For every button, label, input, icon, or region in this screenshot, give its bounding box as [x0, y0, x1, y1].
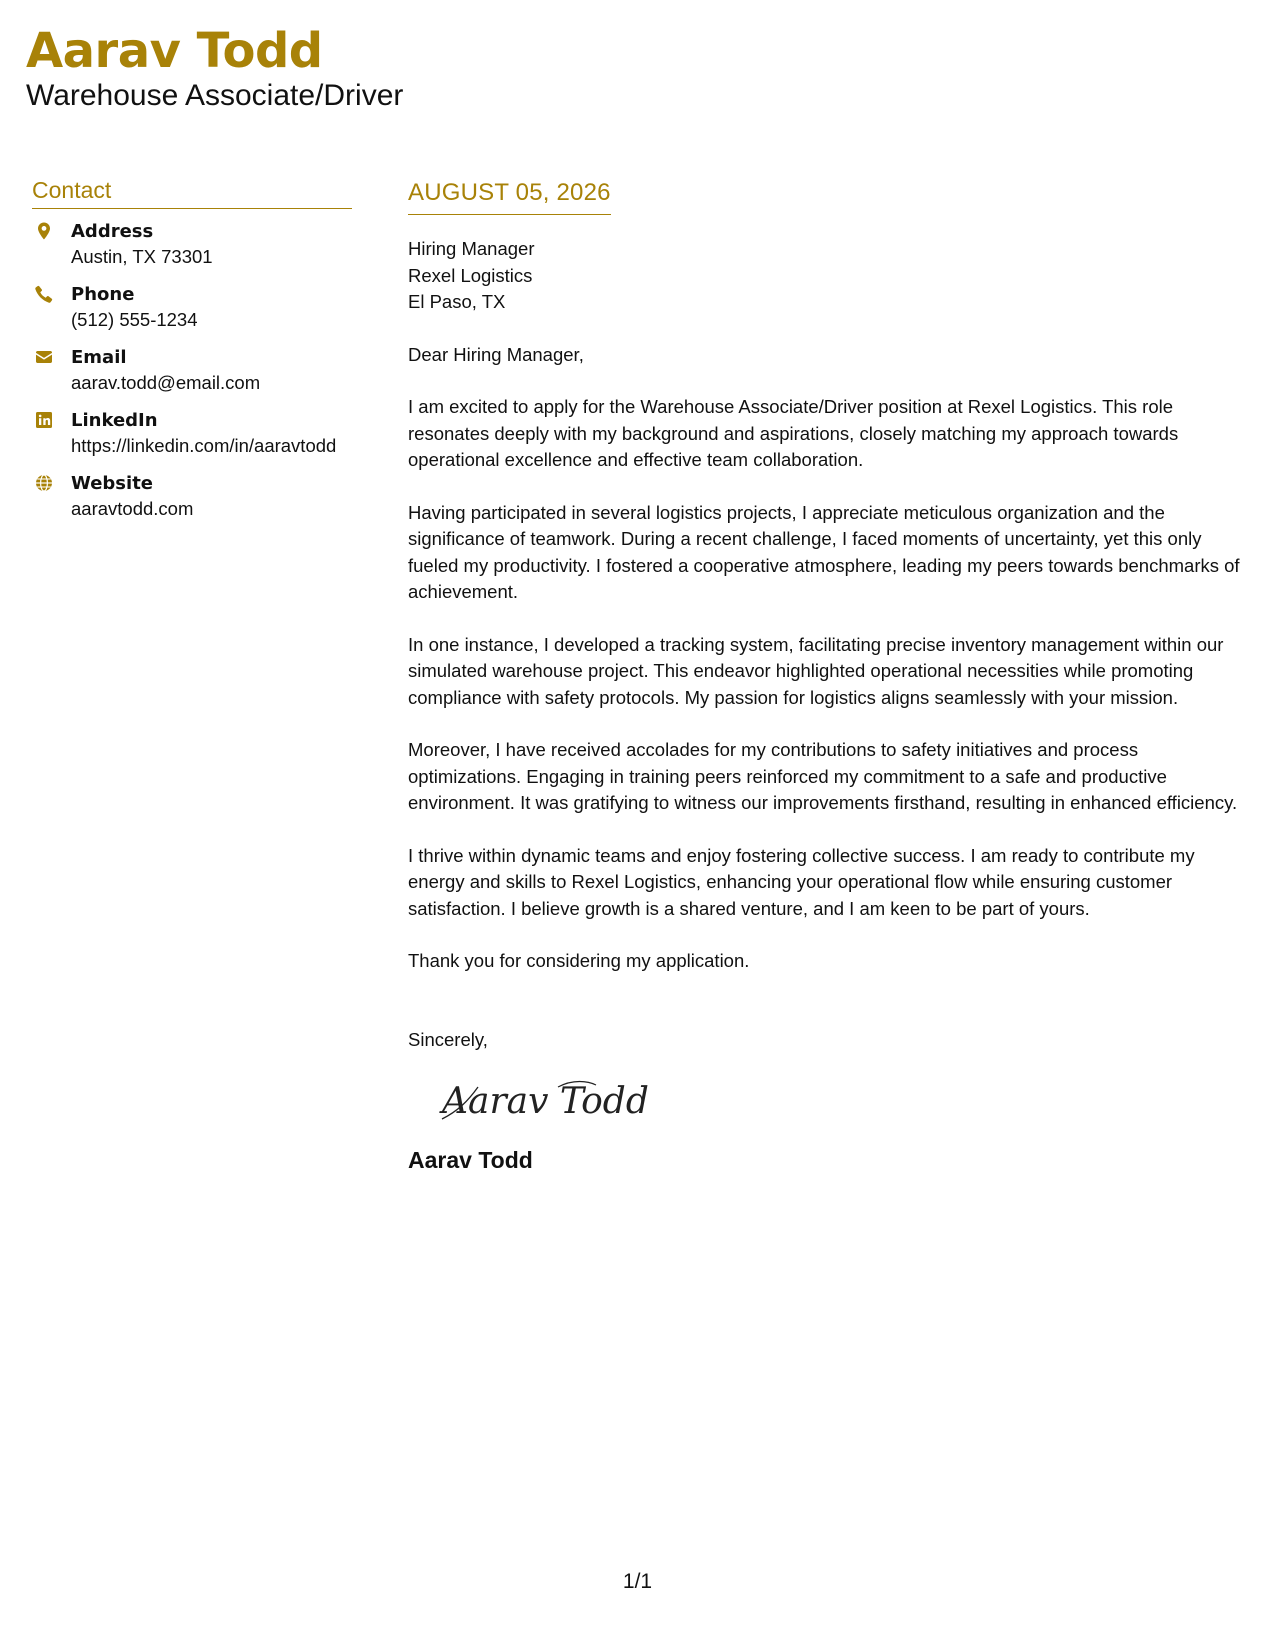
contact-item-phone [32, 282, 352, 332]
body-paragraph: Having participated in several logistics projects, I appreciate meticulous organization and the significance of teamwork. During a recent challenge, I faced moments of uncertainty, yet this only fueled my productivity. I fostered a cooperative atmosphere, leading my peers towards benchmarks of achievement. [408, 501, 1240, 602]
website-link[interactable]: aaravtodd.com [71, 498, 194, 519]
linkedin-link[interactable]: https://linkedin.com/in/aaravtodd [71, 435, 337, 456]
contact-label: LinkedIn [71, 410, 158, 431]
closing: Sincerely, [408, 1028, 488, 1050]
phone-icon [34, 284, 54, 304]
address-value: Austin, TX 73301 [71, 246, 213, 267]
linkedin-icon [34, 410, 54, 430]
recipient-title: Hiring Manager [408, 238, 535, 259]
contact-item-email [32, 345, 352, 395]
letter-date: AUGUST 05, 2026 [408, 177, 611, 215]
contact-label: Email [71, 347, 127, 368]
globe-icon [34, 473, 54, 493]
signer-name: Aarav Todd [408, 1147, 533, 1173]
email-value: aarav.todd@email.com [71, 372, 261, 393]
map-pin-icon [34, 221, 54, 241]
cover-letter [408, 177, 1248, 1175]
svg-text:Aarav Todd: Aarav Todd [442, 1081, 649, 1122]
recipient-block [408, 236, 1248, 316]
body-paragraph: I am excited to apply for the Warehouse Associate/Driver position at Rexel Logistics. This role resonates deeply with my background and aspirations, closely matching my approach towards operational excellence and effective team collaboration. [408, 396, 1179, 470]
recipient-company: Rexel Logistics [408, 264, 533, 286]
contact-heading: Contact [32, 175, 352, 209]
handwritten-signature [438, 1071, 658, 1135]
contact-label: Phone [71, 284, 135, 305]
resume-header [26, 22, 403, 114]
body-paragraph: Thank you for considering my application. [408, 950, 750, 971]
contact-sidebar [32, 175, 352, 534]
page-number: 1/1 [622, 1570, 653, 1593]
recipient-location: El Paso, TX [408, 291, 506, 312]
phone-value: (512) 555-1234 [71, 309, 198, 330]
candidate-role: Warehouse Associate/Driver [26, 79, 404, 112]
envelope-icon [34, 347, 54, 367]
contact-item-address [32, 219, 352, 269]
body-paragraph: In one instance, I developed a tracking system, facilitating precise inventory management within our simulated warehouse project. This endeavor highlighted operational necessities while promoting compliance with safety protocols. My passion for logistics aligns seamlessly with your mission. [408, 633, 1224, 708]
body-paragraph: Moreover, I have received accolades for my contributions to safety initiatives and process optimizations. Engaging in training peers reinforced my commitment to a safe and productive environment. It was gratifying to witness our improvements firsthand, resulting in enhanced efficiency. [408, 739, 1238, 813]
contact-item-linkedin [32, 408, 352, 458]
salutation: Dear Hiring Manager, [408, 343, 584, 365]
contact-label: Website [71, 473, 154, 494]
contact-label: Address [71, 221, 154, 242]
candidate-name: Aarav Todd [26, 23, 323, 79]
body-paragraph: I thrive within dynamic teams and enjoy fostering collective success. I am ready to contribute my energy and skills to Rexel Logistics, enhancing your operational flow while ensuring customer satisfaction. I believe growth is a shared venture, and I am keen to be part of yours. [408, 844, 1195, 919]
contact-item-website [32, 471, 352, 521]
